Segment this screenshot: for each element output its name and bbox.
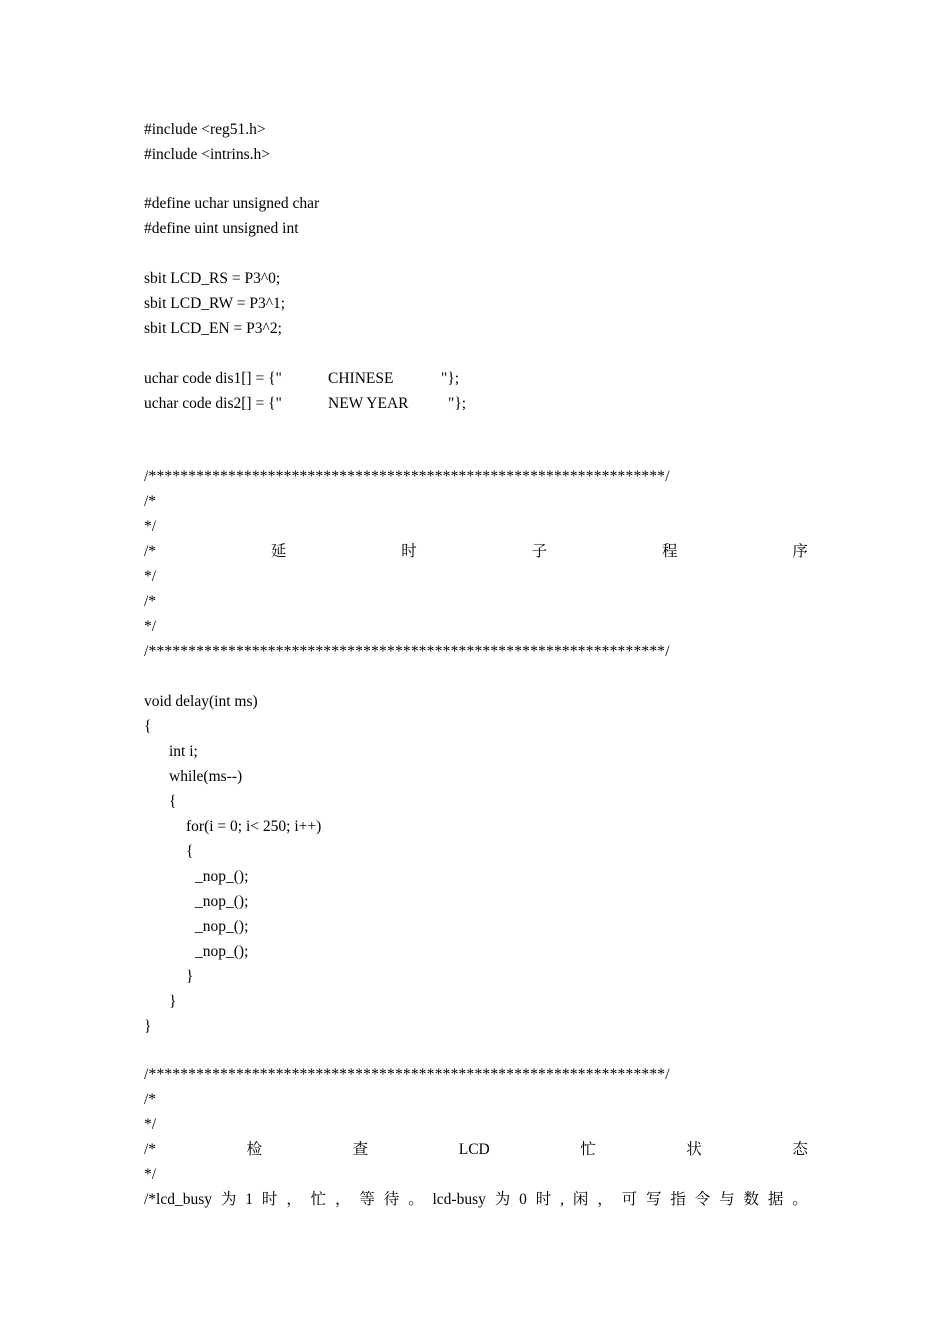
comment-close: */ (144, 518, 157, 535)
comment-border-top: /*****************************************************************/ (144, 468, 670, 485)
desc-token: 时 (261, 1191, 278, 1208)
title-char: 查 (352, 1141, 369, 1158)
desc-token: 0 (519, 1191, 527, 1208)
include-intrins: #include <intrins.h> (144, 146, 270, 163)
desc-token: 指 (670, 1191, 686, 1208)
title-char: 序 (792, 543, 808, 560)
dis2-prefix: uchar code dis2[] = {" (144, 395, 282, 412)
comment-border-top: /*****************************************************************/ (144, 1066, 670, 1083)
title-char: 程 (662, 543, 678, 560)
comment-open: /* (144, 1091, 157, 1108)
desc-token: /*lcd_busy (144, 1191, 213, 1208)
title-char: 忙 (580, 1141, 596, 1158)
nop-line: _nop_(); (195, 943, 249, 960)
dis1-text: CHINESE (328, 370, 394, 387)
desc-token: 1 (245, 1191, 254, 1208)
title-char: 状 (686, 1141, 702, 1158)
desc-token: 为 (494, 1191, 511, 1208)
desc-token: 为 (220, 1191, 237, 1208)
brace-open: { (144, 718, 152, 735)
brace-close: } (186, 968, 194, 985)
title-char: /* (144, 543, 157, 560)
desc-token: 待 (383, 1191, 400, 1208)
desc-token: 等 (359, 1191, 375, 1208)
define-uint: #define uint unsigned int (144, 220, 299, 237)
desc-token: ， (335, 1191, 351, 1208)
define-uchar: #define uchar unsigned char (144, 195, 320, 212)
delay-signature: void delay(int ms) (144, 693, 258, 710)
comment-title-lcd-busy (144, 1137, 808, 1162)
title-char: 态 (792, 1141, 808, 1158)
while-line: while(ms--) (169, 768, 243, 785)
comment-border-bottom: /*****************************************************************/ (144, 643, 670, 660)
title-char: LCD (458, 1141, 490, 1158)
title-char: /* (144, 1141, 157, 1158)
desc-token: 时 (535, 1191, 552, 1208)
desc-token: 忙 (310, 1191, 327, 1208)
comment-title-delay (144, 539, 808, 564)
desc-token: , (560, 1191, 564, 1208)
brace-open: { (169, 793, 177, 810)
desc-token: 。 (408, 1191, 424, 1208)
int-decl: int i; (169, 743, 198, 760)
sbit-lcd-rw: sbit LCD_RW = P3^1; (144, 295, 286, 312)
for-line: for(i = 0; i< 250; i++) (186, 818, 322, 835)
desc-token: 可 (621, 1191, 638, 1208)
comment-close: */ (144, 568, 157, 585)
brace-close: } (169, 993, 177, 1010)
comment-close: */ (144, 1116, 157, 1133)
desc-token: 与 (719, 1191, 735, 1208)
sbit-lcd-rs: sbit LCD_RS = P3^0; (144, 270, 281, 287)
title-char: 子 (531, 543, 548, 560)
nop-line: _nop_(); (195, 868, 249, 885)
nop-line: _nop_(); (195, 918, 249, 935)
desc-token: 。 (792, 1191, 808, 1208)
desc-token: 据 (767, 1191, 784, 1208)
desc-token: 写 (645, 1191, 662, 1208)
comment-desc-lcd-busy (144, 1187, 808, 1212)
brace-open: { (186, 843, 194, 860)
brace-close: } (144, 1018, 152, 1035)
comment-open: /* (144, 493, 157, 510)
title-char: 检 (246, 1141, 263, 1158)
sbit-lcd-en: sbit LCD_EN = P3^2; (144, 320, 282, 337)
title-char: 延 (270, 543, 287, 560)
desc-token: ， (597, 1191, 613, 1208)
comment-close: */ (144, 1166, 157, 1183)
dis2-suffix: "}; (448, 395, 467, 412)
dis1-suffix: "}; (441, 370, 460, 387)
desc-token: lcd-busy (432, 1191, 486, 1208)
title-char: 时 (401, 543, 417, 560)
dis1-prefix: uchar code dis1[] = {" (144, 370, 282, 387)
dis2-text: NEW YEAR (328, 395, 409, 412)
include-reg51: #include <reg51.h> (144, 121, 266, 138)
desc-token: ， (286, 1191, 302, 1208)
comment-open: /* (144, 593, 157, 610)
desc-token: 数 (743, 1191, 759, 1208)
desc-token: 闲 (572, 1191, 589, 1208)
desc-token: 令 (694, 1191, 711, 1208)
comment-close: */ (144, 618, 157, 635)
nop-line: _nop_(); (195, 893, 249, 910)
